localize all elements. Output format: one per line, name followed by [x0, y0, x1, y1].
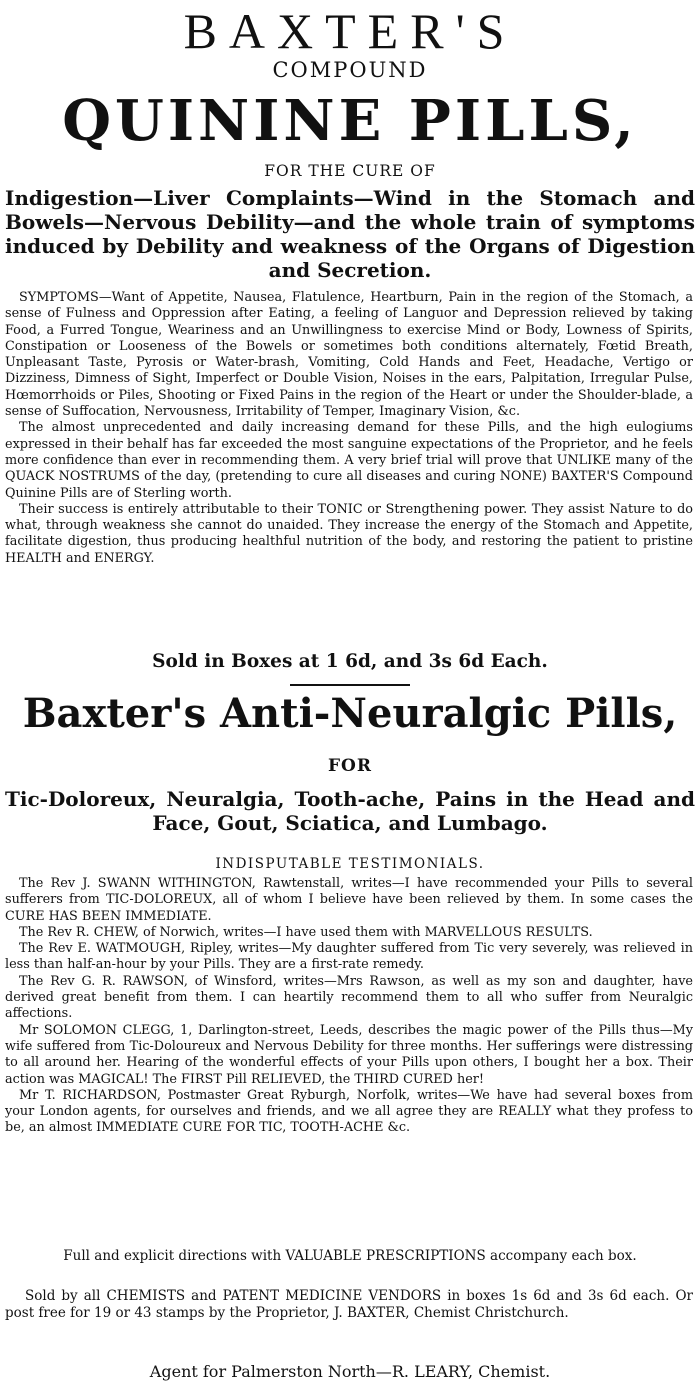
agent-line: Agent for Palmerston North—R. LEARY, Chemist.: [149, 1362, 551, 1381]
symptoms-paragraph: SYMPTOMS—Want of Appetite, Nausea, Flatulence, Heartburn, Pain in the region of the Stomach, a sense of Fulness and Oppression after Eating, a feeling of Languor and Depression relieved by taking Food, a Furred Tongue, Weariness and an Unwillingness to exercise Mind or Body, Lowness of Spirits, Constipation or Looseness of the Bowels or sometimes both conditions alternately, Fœtid Breath, Unpleasant Taste, Pyrosis or Water-brash, Vomiting, Cold Hands and Feet, Headache, Vertigo or Dizziness, Dimness of Sight, Imperfect or Double Vision, Noises in the ears, Palpitation, Irregular Pulse, Hœmorrhoids or Piles, Shooting or Fixed Pains in the region of the Heart or under the Shoulder-blade, a sense of Suffocation, Nervousness, Irritability of Temper, Imaginary Vision, &c.: [5, 290, 693, 420]
brand-title: BAXTER'S: [183, 3, 517, 59]
demand-paragraph: The almost unprecedented and daily increasing demand for these Pills, and the high eulogiums expressed in their behalf has far exceeded the most sanguine expectations of the Proprietor, and he feels more confidence than ever in recommending them. A very brief trial will prove that UNLIKE many of the QUACK NOSTRUMS of the day, (pretending to cure all diseases and curing NONE) BAXTER'S Compound Quinine Pills are of Sterling worth.: [5, 420, 693, 501]
price-line: Sold in Boxes at 1 6d, and 3s 6d Each.: [152, 651, 548, 672]
condition-line: Face, Gout, Sciatica, and Lumbago.: [152, 811, 548, 835]
condition-line: induced by Debility and weakness of the Organs of Digestion: [5, 234, 695, 258]
success-paragraph: Their success is entirely attributable to their TONIC or Strengthening power. They assist Nature to do what, through weakness she cannot do unaided. They increase the energy of the Stomach and Appetite, facilitate digestion, thus producing healthful nutrition of the body, and restoring the patient to pristine HEALTH and ENERGY.: [5, 501, 693, 566]
symptoms-section: [5, 290, 693, 567]
testimonial-paragraph: Mr SOLOMON CLEGG, 1, Darlington-street, Leeds, describes the magic power of the Pills thus—My wife suffered from Tic-Doloureux and Nervous Debility for three months. Her sufferings were distressing to all around her. Hearing of the wonderful effects of your Pills upon others, I bought her a box. Their action was MAGICAL! The FIRST Pill RELIEVED, the THIRD CURED her!: [5, 1022, 693, 1087]
conditions-list: [5, 186, 695, 282]
condition-line: and Secretion.: [268, 258, 432, 282]
sold-by-paragraph: Sold by all CHEMISTS and PATENT MEDICINE VENDORS in boxes 1s 6d and 3s 6d each. Or post free for 19 or 43 stamps by the Proprietor, J. BAXTER, Chemist Christchurch.: [5, 1288, 693, 1321]
condition-line: Tic-Doloreux, Neuralgia, Tooth-ache, Pains in the Head and: [5, 787, 695, 811]
testimonial-paragraph: The Rev G. R. RAWSON, of Winsford, writes—Mrs Rawson, as well as my son and daughter, have derived great benefit from them. I can heartily recommend them to all who suffer from Neuralgic affections.: [5, 973, 693, 1022]
testimonial-paragraph: The Rev J. SWANN WITHINGTON, Rawtenstall, writes—I have recommended your Pills to several sufferers from TIC-DOLOREUX, all of whom I believe have been relieved by them. In some cases the CURE HAS BEEN IMMEDIATE.: [5, 876, 693, 924]
divider-rule: [290, 684, 410, 686]
testimonials-section: [5, 876, 693, 1137]
second-product-title: Baxter's Anti-Neuralgic Pills,: [22, 690, 678, 737]
testimonial-paragraph: The Rev E. WATMOUGH, Ripley, writes—My daughter suffered from Tic very severely, was relieved in less than half-an-hour by your Pills. They are a first-rate remedy.: [5, 941, 693, 973]
testimonial-paragraph: Mr T. RICHARDSON, Postmaster Great Ryburgh, Norfolk, writes—We have had several boxes from your London agents, for ourselves and friends, and we all agree they are REALLY what they profess to be, an almost IMMEDIATE CURE FOR TIC, TOOTH-ACHE &c.: [5, 1087, 693, 1136]
testimonials-heading: INDISPUTABLE TESTIMONIALS.: [215, 856, 485, 872]
condition-line: Bowels—Nervous Debility—and the whole train of symptoms: [5, 210, 695, 234]
testimonial-paragraph: The Rev R. CHEW, of Norwich, writes—I have used them with MARVELLOUS RESULTS.: [19, 924, 593, 940]
compound-subtitle: COMPOUND: [272, 58, 428, 82]
directions-line: Full and explicit directions with VALUABLE PRESCRIPTIONS accompany each box.: [63, 1248, 637, 1264]
for-cure-line: FOR THE CURE OF: [264, 162, 436, 180]
sold-by-section: [5, 1288, 693, 1322]
product-title: QUININE PILLS,: [62, 88, 638, 154]
condition-line: Indigestion—Liver Complaints—Wind in the Stomach and: [5, 186, 695, 210]
for-label: FOR: [327, 756, 372, 776]
neuralgia-conditions: [5, 787, 695, 835]
